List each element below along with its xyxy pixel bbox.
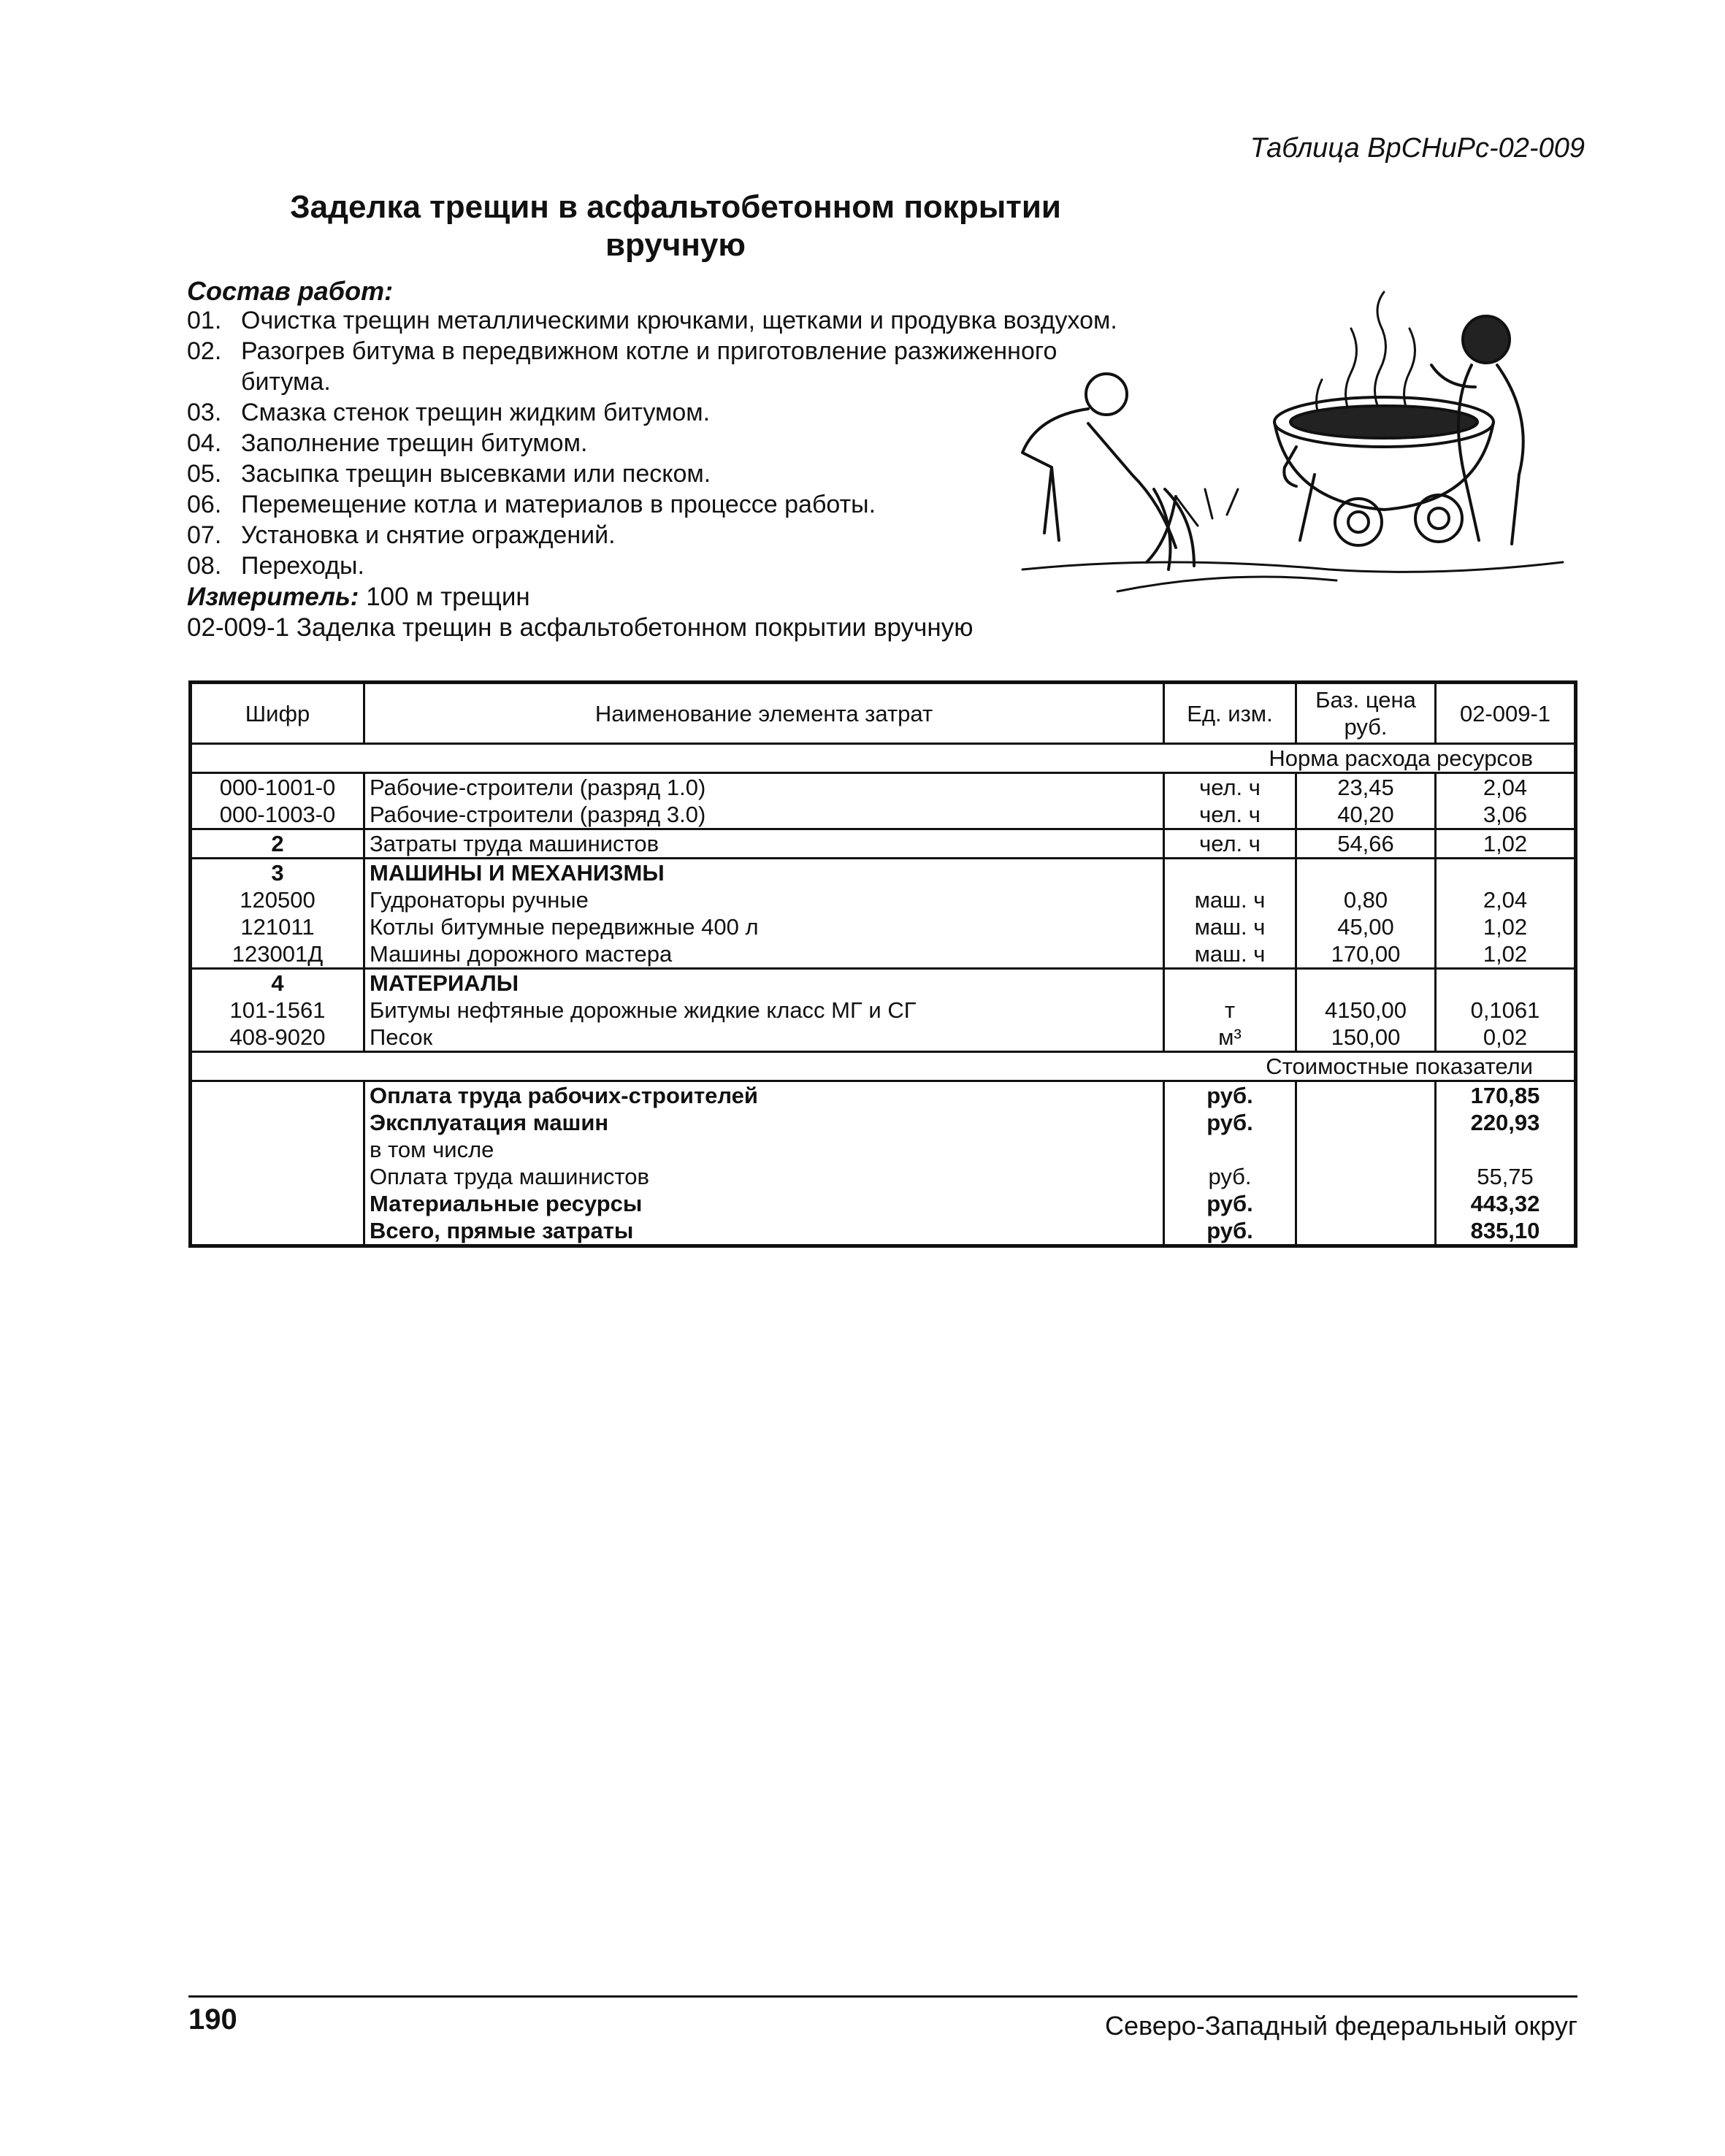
cost-row (191, 1109, 1576, 1136)
cost-value: 55,75 (1477, 1164, 1534, 1189)
cost-unit: руб. (1164, 1163, 1296, 1190)
row-code: 123001Д (191, 940, 364, 969)
table-row (191, 801, 1576, 829)
cost-section-label: Стоимостные показатели (191, 1052, 1576, 1081)
resource-norms-table (188, 680, 1577, 1248)
row-name: Гудронаторы ручные (364, 886, 1164, 913)
cost-row (191, 1163, 1576, 1190)
row-price: 40,20 (1296, 801, 1436, 829)
cost-row (191, 1081, 1576, 1110)
column-header-name: Наименование элемента затрат (364, 683, 1164, 744)
item-text: Установка и снятие ограждений. (241, 521, 616, 549)
table-header-row (191, 683, 1576, 744)
cost-price (1296, 1190, 1436, 1217)
row-price: 150,00 (1296, 1024, 1436, 1052)
table-row (191, 859, 1576, 887)
row-code: 2 (191, 829, 364, 859)
item-number: 01. (187, 307, 222, 334)
cost-name: Материальные ресурсы (364, 1190, 1164, 1217)
row-code: 000-1003-0 (191, 801, 364, 829)
cost-price (1296, 1136, 1436, 1163)
item-text: Перемещение котла и материалов в процессе работы. (241, 491, 876, 518)
row-unit: м³ (1164, 1024, 1296, 1052)
cost-unit: руб. (1164, 1081, 1296, 1110)
row-unit: чел. ч (1164, 773, 1296, 802)
cost-unit: руб. (1164, 1190, 1296, 1217)
item-number: 04. (187, 429, 222, 457)
footer-rule (188, 1995, 1577, 1998)
row-code: 000-1001-0 (191, 773, 364, 802)
row-name: МАТЕРИАЛЫ (364, 969, 1164, 997)
cost-value (1436, 1136, 1576, 1163)
table-id: Таблица ВрСНиРс-02-009 (1250, 133, 1585, 164)
item-number: 05. (187, 460, 222, 488)
measure-value: 100 м трещин (366, 583, 530, 611)
row-norm: 2,04 (1436, 773, 1576, 802)
table-row (191, 940, 1576, 969)
table-row (191, 969, 1576, 997)
row-norm: 0,1061 (1470, 997, 1540, 1023)
table-row (191, 997, 1576, 1024)
row-price: 45,00 (1296, 913, 1436, 940)
bitumen-kettle (1274, 397, 1493, 545)
cost-code (191, 1109, 364, 1136)
cost-row (191, 1217, 1576, 1246)
row-price (1296, 969, 1436, 997)
cost-value: 835,10 (1470, 1218, 1540, 1243)
row-code: 3 (191, 859, 364, 887)
item-text: Заполнение трещин битумом. (241, 429, 588, 457)
row-price: 4150,00 (1296, 997, 1436, 1024)
table-row (191, 1024, 1576, 1052)
cost-price (1296, 1163, 1436, 1190)
worker-left (1022, 374, 1194, 569)
cost-value: 443,32 (1470, 1191, 1540, 1216)
row-code: 408-9020 (191, 1024, 364, 1052)
cost-row (191, 1136, 1576, 1163)
row-name: Битумы нефтяные дорожные жидкие класс МГ и СГ (364, 997, 1164, 1024)
item-number: 03. (187, 399, 222, 426)
table-row (191, 886, 1576, 913)
cost-price (1296, 1109, 1436, 1136)
cost-name: Эксплуатация машин (364, 1109, 1164, 1136)
item-text: битума. (241, 368, 331, 396)
ground-lines (1022, 489, 1563, 591)
row-name: Машины дорожного мастера (364, 940, 1164, 969)
cost-code (191, 1081, 364, 1110)
section-label-row (191, 1052, 1576, 1081)
measure-label: Измеритель: (187, 583, 359, 611)
section-label-row (191, 744, 1576, 773)
row-name: Затраты труда машинистов (364, 829, 1164, 859)
title-line-1: Заделка трещин в асфальтобетонном покрытии (290, 189, 1061, 225)
cost-name: Всего, прямые затраты (364, 1217, 1164, 1246)
row-price (1296, 859, 1436, 887)
measure-line (187, 583, 530, 612)
steam-lines (1317, 292, 1415, 423)
column-header-unit: Ед. изм. (1164, 683, 1296, 744)
cost-code (191, 1190, 364, 1217)
row-price: 170,00 (1296, 940, 1436, 969)
row-code: 4 (191, 969, 364, 997)
workers-illustration (1008, 256, 1577, 599)
row-code: 101-1561 (191, 997, 364, 1024)
column-header-norm: 02-009-1 (1436, 683, 1576, 744)
row-name: МАШИНЫ И МЕХАНИЗМЫ (364, 859, 1164, 887)
cost-value: 220,93 (1470, 1110, 1540, 1135)
row-unit (1164, 859, 1296, 887)
item-text: Засыпка трещин высевками или песком. (241, 460, 711, 488)
works-heading: Состав работ: (187, 276, 394, 306)
table-row (191, 829, 1576, 859)
cost-name: в том числе (364, 1136, 1164, 1163)
row-norm (1436, 969, 1576, 997)
footer-region: Северо-Западный федеральный округ (1104, 2011, 1577, 2041)
row-norm: 1,02 (1483, 914, 1528, 940)
row-code: 121011 (191, 913, 364, 940)
item-text: Смазка стенок трещин жидким битумом. (241, 399, 711, 426)
row-norm (1436, 859, 1576, 887)
row-price: 0,80 (1296, 886, 1436, 913)
row-unit: маш. ч (1164, 886, 1296, 913)
row-unit: маш. ч (1164, 940, 1296, 969)
cost-price (1296, 1081, 1436, 1110)
row-name: Рабочие-строители (разряд 1.0) (364, 773, 1164, 802)
cost-row (191, 1190, 1576, 1217)
row-name: Песок (364, 1024, 1164, 1052)
row-price: 23,45 (1296, 773, 1436, 802)
row-norm: 1,02 (1436, 829, 1576, 859)
row-name: Котлы битумные передвижные 400 л (364, 913, 1164, 940)
row-norm: 0,02 (1483, 1024, 1528, 1050)
column-header-price: Баз. цена руб. (1296, 683, 1436, 744)
item-text: Очистка трещин металлическими крючками, щетками и продувка воздухом. (241, 307, 1117, 334)
page-title (219, 188, 1132, 264)
row-name: Рабочие-строители (разряд 3.0) (364, 801, 1164, 829)
item-number: 07. (187, 521, 222, 549)
cost-unit: руб. (1164, 1109, 1296, 1136)
cost-value: 170,85 (1436, 1081, 1576, 1110)
table-caption: 02-009-1 Заделка трещин в асфальтобетонном покрытии вручную (187, 613, 974, 642)
cost-unit: руб. (1164, 1217, 1296, 1246)
item-number (187, 367, 241, 397)
row-unit (1164, 969, 1296, 997)
row-price: 54,66 (1296, 829, 1436, 859)
row-norm: 3,06 (1483, 802, 1528, 827)
cost-price (1296, 1217, 1436, 1246)
cost-name: Оплата труда рабочих-строителей (364, 1081, 1164, 1110)
cost-code (191, 1217, 364, 1246)
cost-name: Оплата труда машинистов (364, 1163, 1164, 1190)
item-text: Переходы. (241, 552, 364, 580)
cost-code (191, 1163, 364, 1190)
row-code: 120500 (191, 886, 364, 913)
column-header-code: Шифр (191, 683, 364, 744)
cost-code (191, 1136, 364, 1163)
row-unit: т (1164, 997, 1296, 1024)
table-row (191, 773, 1576, 802)
row-unit: чел. ч (1164, 829, 1296, 859)
row-unit: чел. ч (1164, 801, 1296, 829)
item-text: Разогрев битума в передвижном котле и приготовление разжиженного (241, 337, 1057, 365)
cost-unit (1164, 1136, 1296, 1163)
item-number: 08. (187, 552, 222, 580)
row-unit: маш. ч (1164, 913, 1296, 940)
row-norm: 2,04 (1483, 887, 1528, 913)
table-row (191, 913, 1576, 940)
item-number: 02. (187, 337, 222, 365)
norms-section-label: Норма расхода ресурсов (191, 744, 1576, 773)
row-norm: 1,02 (1483, 941, 1528, 967)
title-line-2: вручную (605, 227, 746, 263)
page-number: 190 (188, 2003, 237, 2036)
item-number: 06. (187, 491, 222, 518)
